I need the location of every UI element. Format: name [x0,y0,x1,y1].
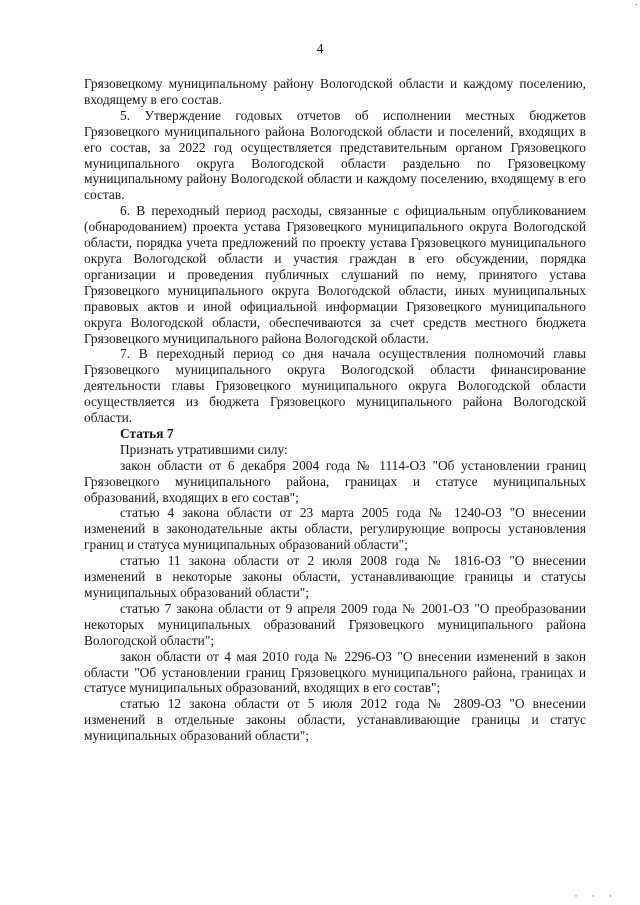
footer-mark: · · · [574,891,618,901]
paragraph-item-7: 7. В переходный период со дня начала осуществления полномочий главы Грязовецкого муниципального округа Вологодской области финансирование деятельности главы Грязовецкого муниципального округа Вологодской области осуществляется из бюджета Грязовецкого муниципального района Вологодской области. [84,346,586,426]
repealed-law-item: закон области от 6 декабря 2004 года № 1114-ОЗ "Об установлении границ Грязовецкого муниципального района, границах и статусе муниципальных образований, входящих в его состав"; [84,457,586,505]
paragraph-item-5: 5. Утверждение годовых отчетов об исполнении местных бюджетов Грязовецкого муниципального района Вологодской области и поселений, входящих в его состав, за 2022 год осуществляется представительным органом Грязовецкого муниципального округа Вологодской области раздельно по Грязовецкому муниципальному району Вологодской области и каждому поселению, входящему в его состав. [84,107,586,203]
page-number: 4 [316,42,324,57]
corner-mark: · [634,0,638,11]
document-body [84,76,586,744]
article-intro: Признать утратившими силу: [120,441,288,457]
paragraph-item-6: 6. В переходный период расходы, связанные с официальным опубликованием (обнародованием) проекта устава Грязовецкого муниципального округа Вологодской области, порядка учета предложений по проекту устава Грязовецкого муниципального округа Вологодской области и участия граждан в его обсуждении, порядка организации и проведения публичных слушаний по нему, принятого устава Грязовецкого муниципального округа Вологодской области, иных муниципальных правовых актов и иной официальной информации Грязовецкого муниципального округа Вологодской области, обеспечиваются за счет средств местного бюджета Грязовецкого муниципального района Вологодской области. [84,203,586,346]
article-heading: Статья 7 [120,425,174,441]
repealed-law-item: статью 12 закона области от 5 июля 2012 года № 2809-ОЗ "О внесении изменений в отдельные законы области, устанавливающие границы и статус муниципальных образований области"; [84,696,586,744]
repealed-law-item: закон области от 4 мая 2010 года № 2296-ОЗ "О внесении изменений в закон области "Об установлении границ Грязовецкого муниципального района, границах и статусе муниципальных образований, входящих в его состав"; [84,648,586,696]
repealed-law-item: статью 4 закона области от 23 марта 2005 года № 1240-ОЗ "О внесении изменений в законодательные акты области, регулирующие вопросы установления границ и статуса муниципальных образований области"; [84,505,586,553]
repealed-law-item: статью 7 закона области от 9 апреля 2009 года № 2001-ОЗ "О преобразовании некоторых муниципальных образований Грязовецкого муниципального района Вологодской области"; [84,600,586,648]
repealed-law-item: статью 11 закона области от 2 июля 2008 года № 1816-ОЗ "О внесении изменений в некоторые законы области, устанавливающие границы и статусы муниципальных образований области"; [84,553,586,600]
paragraph-continuation: Грязовецкому муниципальному району Вологодской области и каждому поселению, входящему в его состав. [84,76,586,107]
